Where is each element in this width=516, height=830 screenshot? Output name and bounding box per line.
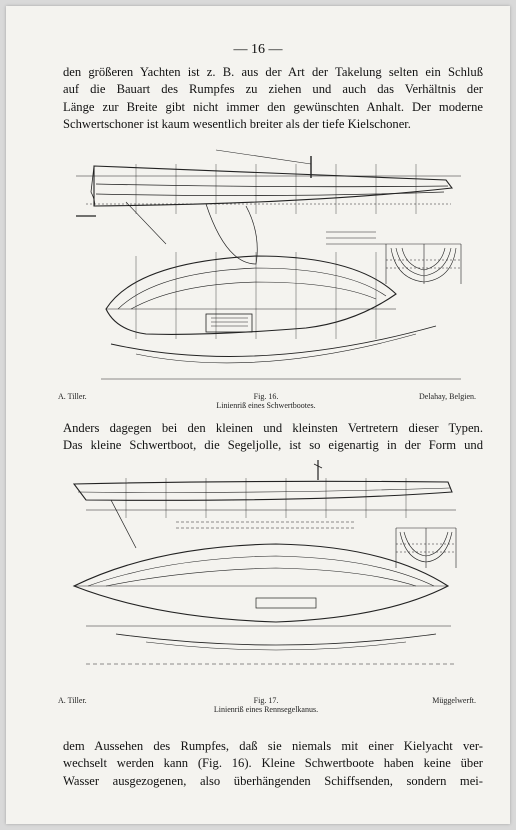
figure-16-caption: Linienriß eines Schwertbootes.	[216, 401, 316, 410]
body-plan	[396, 528, 456, 568]
text-line: Anders dagegen bei den kleinen und kleinsten Vertretern dieser Typen.	[63, 421, 483, 435]
figure-16-label: Fig. 16.	[253, 392, 279, 401]
figure-16-drawing	[56, 144, 476, 409]
figure-16	[56, 144, 476, 409]
plan-view	[101, 252, 461, 379]
text-line: Wasser ausgezogenen, also überhängenden Schiffsenden, sondern mei-	[63, 773, 483, 788]
figure-17-caption: Linienriß eines Rennsegelkanus.	[213, 705, 319, 714]
figure-17-label: Fig. 17.	[253, 696, 279, 705]
figure-17-drawing	[56, 458, 476, 730]
text-line: wechselt werden kann (Fig. 16). Kleine Schwertboote haben keine über	[63, 756, 483, 771]
text-line: dem Aussehen des Rumpfes, daß sie niemals mit einer Kielyacht ver-	[63, 739, 483, 753]
text-line: den größeren Yachten ist z. B. aus der Art der Takelung selten ein Schluß	[63, 65, 483, 79]
paragraph-2	[63, 420, 483, 455]
text-line: Schwertschoner ist kaum wesentlich breiter als der tiefe Kielschoner.	[63, 117, 411, 132]
figure-17-author: A. Tiller.	[58, 696, 87, 705]
page-number: — 16 —	[233, 42, 283, 57]
profile-view	[76, 150, 461, 264]
paragraph-1	[63, 64, 483, 134]
figure-17	[56, 458, 476, 730]
figure-16-author: A. Tiller.	[58, 392, 87, 401]
figure-16-credit: Delahay, Belgien.	[418, 392, 476, 401]
text-line: auf die Bauart des Rumpfes zu ziehen und auch das Verhältnis der	[63, 82, 483, 97]
paragraph-3	[63, 738, 483, 790]
text-line: Länge zur Breite gibt nicht immer den gewünschten Anhalt. Der moderne	[63, 99, 483, 114]
plan-view	[74, 544, 456, 664]
text-line: Das kleine Schwertboot, die Segeljolle, ist so eigenartig in der Form und	[63, 438, 483, 453]
figure-17-credit: Müggelwerft.	[432, 696, 476, 705]
book-page	[6, 6, 510, 824]
profile-view	[74, 460, 456, 548]
body-plan	[386, 244, 461, 284]
